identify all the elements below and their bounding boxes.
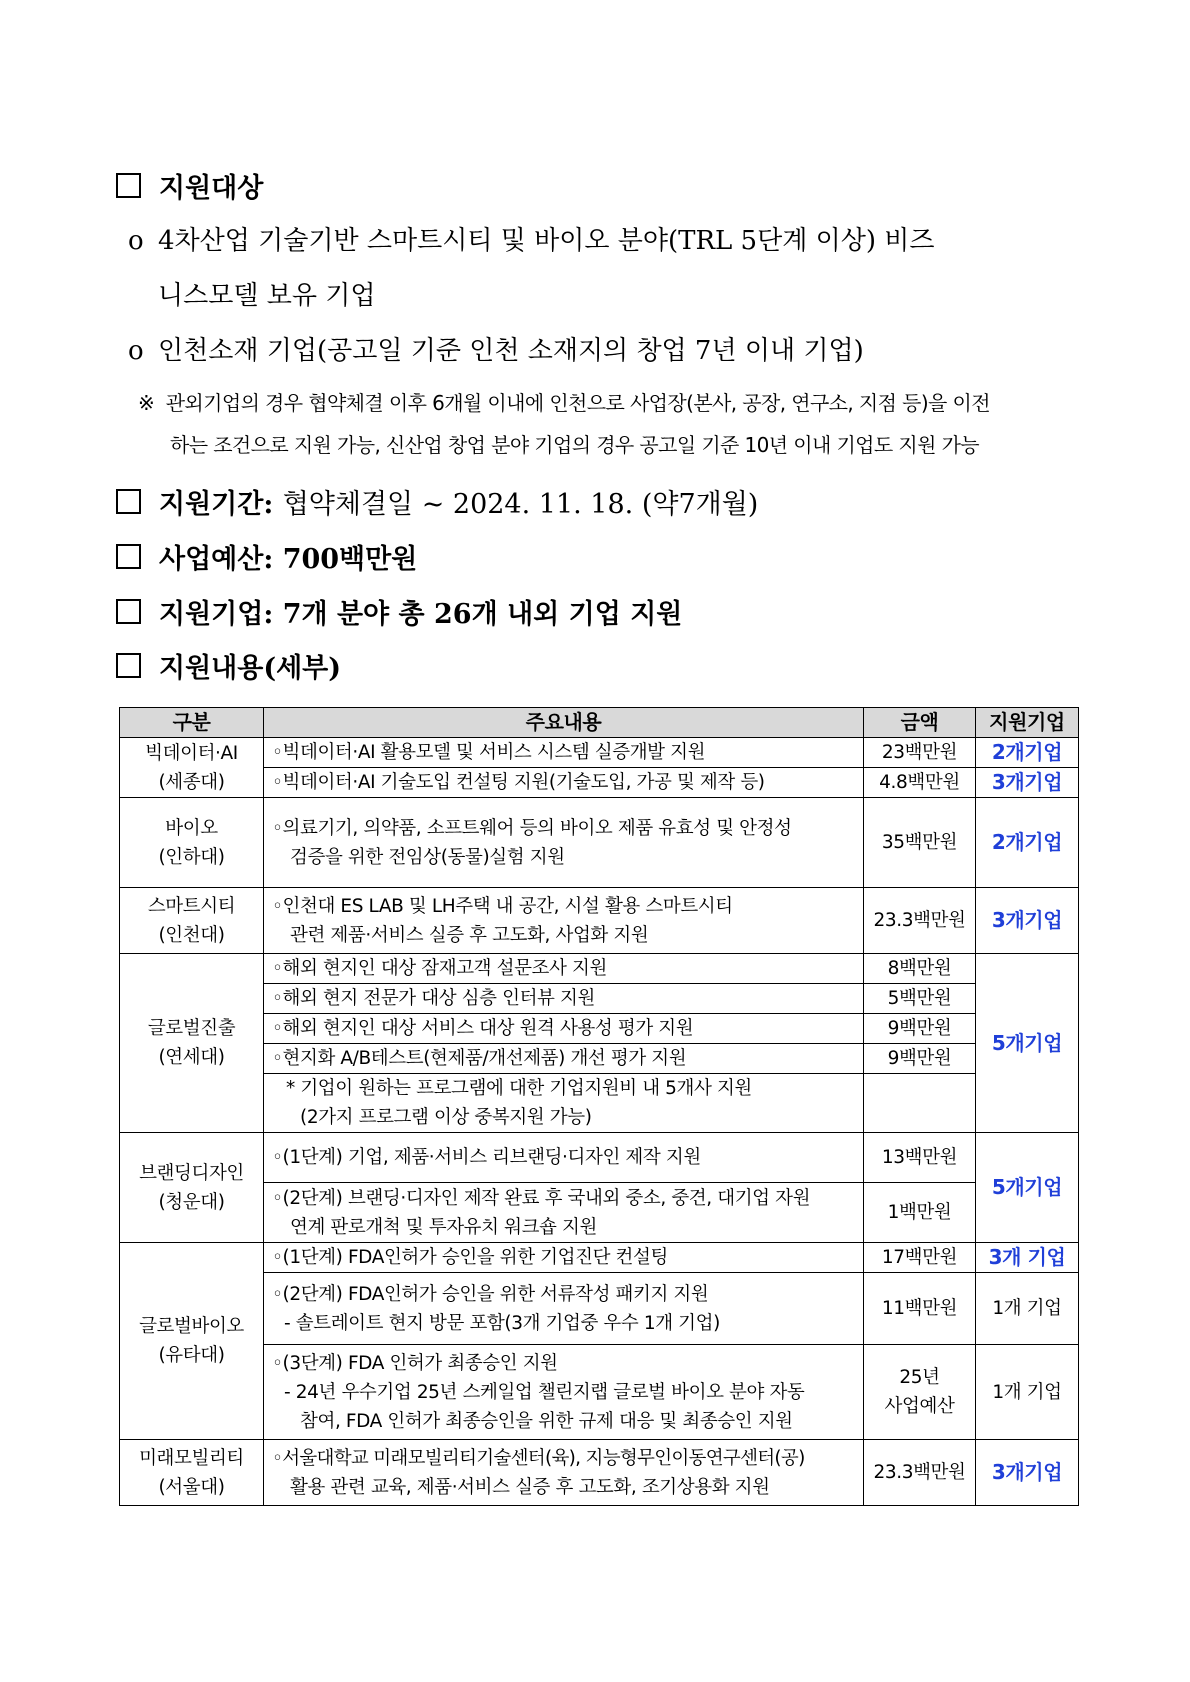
amount-cell: 35백만원 bbox=[864, 798, 976, 888]
company-cell: 2개기업 bbox=[976, 738, 1079, 768]
table-row bbox=[120, 798, 1079, 888]
header-category: 구분 bbox=[120, 708, 264, 738]
company-cell: 3개기업 bbox=[976, 1440, 1079, 1506]
category-name: 바이오 bbox=[165, 817, 218, 839]
content-line: * 기업이 원하는 프로그램에 대한 기업지원비 내 5개사 지원 bbox=[286, 1078, 752, 1099]
note-line1 bbox=[138, 387, 990, 416]
company-cell: 1개 기업 bbox=[976, 1273, 1079, 1345]
company-cell: 5개기업 bbox=[976, 954, 1079, 1133]
content-line: ◦(3단계) FDA 인허가 최종승인 지원 bbox=[272, 1352, 558, 1374]
support-detail-table bbox=[119, 707, 1079, 1506]
category-name: 글로벌바이오 bbox=[139, 1316, 244, 1337]
category-branding bbox=[120, 1133, 264, 1243]
content-cell: ◦해외 현지인 대상 잠재고객 설문조사 지원 bbox=[264, 954, 864, 984]
amount-line: 사업예산 bbox=[884, 1396, 955, 1417]
content-line: ◦인천대 ES LAB 및 LH주택 내 공간, 시설 활용 스마트시티 bbox=[272, 895, 733, 917]
category-name: 브랜딩디자인 bbox=[139, 1162, 244, 1184]
section-companies bbox=[116, 591, 682, 631]
category-bio bbox=[120, 798, 264, 888]
amount-cell bbox=[864, 1345, 976, 1440]
section-detail bbox=[116, 645, 341, 685]
amount-line: 25년 bbox=[899, 1367, 940, 1388]
checkbox-square-icon bbox=[116, 173, 141, 198]
category-globalbio bbox=[120, 1243, 264, 1440]
checkbox-square-icon bbox=[116, 653, 141, 678]
category-name: 빅데이터·AI bbox=[145, 742, 238, 764]
table-row bbox=[120, 1273, 1079, 1345]
category-school: (인천대) bbox=[158, 924, 225, 946]
note-line2: 하는 조건으로 지원 가능, 신산업 창업 분야 기업의 경우 공고일 기준 10년 이내 기업도 지원 가능 bbox=[170, 433, 980, 457]
table-row bbox=[120, 1345, 1079, 1440]
table-row bbox=[120, 984, 1079, 1014]
content-cell: ◦빅데이터·AI 활용모델 및 서비스 시스템 실증개발 지원 bbox=[264, 738, 864, 768]
section-period bbox=[116, 481, 758, 521]
category-name: 미래모빌리티 bbox=[139, 1447, 244, 1469]
bullet: o bbox=[128, 336, 144, 366]
amount-cell: 13백만원 bbox=[864, 1133, 976, 1183]
category-global bbox=[120, 954, 264, 1133]
company-cell: 2개기업 bbox=[976, 798, 1079, 888]
content-cell bbox=[264, 798, 864, 888]
category-name: 스마트시티 bbox=[147, 895, 236, 917]
category-school: (인하대) bbox=[158, 846, 225, 868]
checkbox-square-icon bbox=[116, 599, 141, 624]
category-smartcity bbox=[120, 888, 264, 954]
company-cell: 1개 기업 bbox=[976, 1345, 1079, 1440]
content-cell: ◦빅데이터·AI 기술도입 컨설팅 지원(기술도입, 가공 및 제작 등) bbox=[264, 768, 864, 798]
content-cell: ◦해외 현지인 대상 서비스 대상 원격 사용성 평가 지원 bbox=[264, 1014, 864, 1044]
content-cell bbox=[264, 1273, 864, 1345]
amount-cell: 23.3백만원 bbox=[864, 888, 976, 954]
checkbox-square-icon bbox=[116, 544, 141, 569]
content-cell bbox=[264, 1440, 864, 1506]
amount-cell: 8백만원 bbox=[864, 954, 976, 984]
amount-cell: 9백만원 bbox=[864, 1044, 976, 1074]
content-line: 활용 관련 교육, 제품·서비스 실증 후 고도화, 조기상용화 지원 bbox=[290, 1476, 770, 1498]
section-budget bbox=[116, 536, 417, 576]
category-bigdata bbox=[120, 738, 264, 798]
checkbox-square-icon bbox=[116, 489, 141, 514]
content-line: ◦(2단계) 브랜딩·디자인 제작 완료 후 국내외 중소, 중견, 대기업 자원 bbox=[272, 1187, 811, 1209]
content-line: 연계 판로개척 및 투자유치 워크숍 지원 bbox=[290, 1216, 597, 1238]
target-item-2 bbox=[128, 330, 864, 367]
amount-cell: 17백만원 bbox=[864, 1243, 976, 1273]
note-text-1: 관외기업의 경우 협약체결 이후 6개월 이내에 인천으로 사업장(본사, 공장, 연구소, 지점 등)을 이전 bbox=[165, 391, 990, 415]
amount-cell: 5백만원 bbox=[864, 984, 976, 1014]
note-mark: ※ bbox=[138, 391, 155, 415]
category-school: (세종대) bbox=[158, 771, 225, 793]
content-line: ◦의료기기, 의약품, 소프트웨어 등의 바이오 제품 유효성 및 안정성 bbox=[272, 817, 792, 839]
budget-text: 사업예산: 700백만원 bbox=[159, 543, 418, 575]
content-line: - 24년 우수기업 25년 스케일업 챌린지랩 글로벌 바이오 분야 자동 bbox=[284, 1381, 805, 1403]
content-line: 검증을 위한 전임상(동물)실험 지원 bbox=[290, 846, 565, 868]
content-cell bbox=[264, 1074, 864, 1133]
table-header-row bbox=[120, 708, 1079, 738]
header-content: 주요내용 bbox=[264, 708, 864, 738]
table-row bbox=[120, 1183, 1079, 1243]
period-value: 협약체결일 ~ 2024. 11. 18. (약7개월) bbox=[282, 488, 759, 520]
table-row bbox=[120, 1044, 1079, 1074]
amount-cell: 23.3백만원 bbox=[864, 1440, 976, 1506]
table-row bbox=[120, 1133, 1079, 1183]
target-item-1-line1 bbox=[128, 220, 934, 257]
content-line: - 솔트레이트 현지 방문 포함(3개 기업중 우수 1개 기업) bbox=[284, 1312, 720, 1334]
amount-cell: 4.8백만원 bbox=[864, 768, 976, 798]
company-cell: 5개기업 bbox=[976, 1133, 1079, 1243]
section-target-title: 지원대상 bbox=[159, 172, 264, 204]
table-row bbox=[120, 954, 1079, 984]
table-row bbox=[120, 1014, 1079, 1044]
bullet: o bbox=[128, 226, 144, 256]
period-label: 지원기간: bbox=[159, 488, 274, 520]
category-school: (연세대) bbox=[158, 1047, 225, 1068]
amount-cell: 23백만원 bbox=[864, 738, 976, 768]
amount-cell: 9백만원 bbox=[864, 1014, 976, 1044]
content-line: (2가지 프로그램 이상 중복지원 가능) bbox=[300, 1107, 592, 1128]
amount-cell: 11백만원 bbox=[864, 1273, 976, 1345]
content-line: 참여, FDA 인허가 최종승인을 위한 규제 대응 및 최종승인 지원 bbox=[300, 1410, 793, 1432]
header-amount: 금액 bbox=[864, 708, 976, 738]
content-cell bbox=[264, 1345, 864, 1440]
content-cell bbox=[264, 1183, 864, 1243]
content-cell: ◦(1단계) 기업, 제품·서비스 리브랜딩·디자인 제작 지원 bbox=[264, 1133, 864, 1183]
table-row bbox=[120, 888, 1079, 954]
target-item-2-text: 인천소재 기업(공고일 기준 인천 소재지의 창업 7년 이내 기업) bbox=[158, 336, 864, 366]
category-name: 글로벌진출 bbox=[147, 1018, 236, 1039]
table-row bbox=[120, 738, 1079, 768]
target-item-1-line2: 니스모델 보유 기업 bbox=[158, 281, 376, 311]
content-line: 관련 제품·서비스 실증 후 고도화, 사업화 지원 bbox=[290, 924, 649, 946]
content-line: ◦(2단계) FDA인허가 승인을 위한 서류작성 패키지 지원 bbox=[272, 1283, 709, 1305]
amount-cell-empty bbox=[864, 1074, 976, 1133]
content-cell bbox=[264, 888, 864, 954]
content-cell: ◦현지화 A/B테스트(현제품/개선제품) 개선 평가 지원 bbox=[264, 1044, 864, 1074]
company-cell: 3개 기업 bbox=[976, 1243, 1079, 1273]
company-cell: 3개기업 bbox=[976, 768, 1079, 798]
table-row bbox=[120, 1440, 1079, 1506]
content-cell: ◦(1단계) FDA인허가 승인을 위한 기업진단 컨설팅 bbox=[264, 1243, 864, 1273]
category-mobility bbox=[120, 1440, 264, 1506]
header-company: 지원기업 bbox=[976, 708, 1079, 738]
target-item-1-text: 4차산업 기술기반 스마트시티 및 바이오 분야(TRL 5단계 이상) 비즈 bbox=[158, 226, 935, 256]
section-target bbox=[116, 165, 263, 205]
category-school: (유타대) bbox=[158, 1345, 225, 1366]
content-line: ◦서울대학교 미래모빌리티기술센터(육), 지능형무인이동연구센터(공) bbox=[272, 1447, 805, 1469]
content-cell: ◦해외 현지 전문가 대상 심층 인터뷰 지원 bbox=[264, 984, 864, 1014]
detail-title: 지원내용(세부) bbox=[159, 652, 342, 684]
amount-cell: 1백만원 bbox=[864, 1183, 976, 1243]
table-row bbox=[120, 768, 1079, 798]
company-cell: 3개기업 bbox=[976, 888, 1079, 954]
table-row bbox=[120, 1243, 1079, 1273]
category-school: (청운대) bbox=[158, 1191, 225, 1213]
category-school: (서울대) bbox=[158, 1476, 225, 1498]
table-row bbox=[120, 1074, 1079, 1133]
companies-text: 지원기업: 7개 분야 총 26개 내외 기업 지원 bbox=[159, 598, 683, 630]
